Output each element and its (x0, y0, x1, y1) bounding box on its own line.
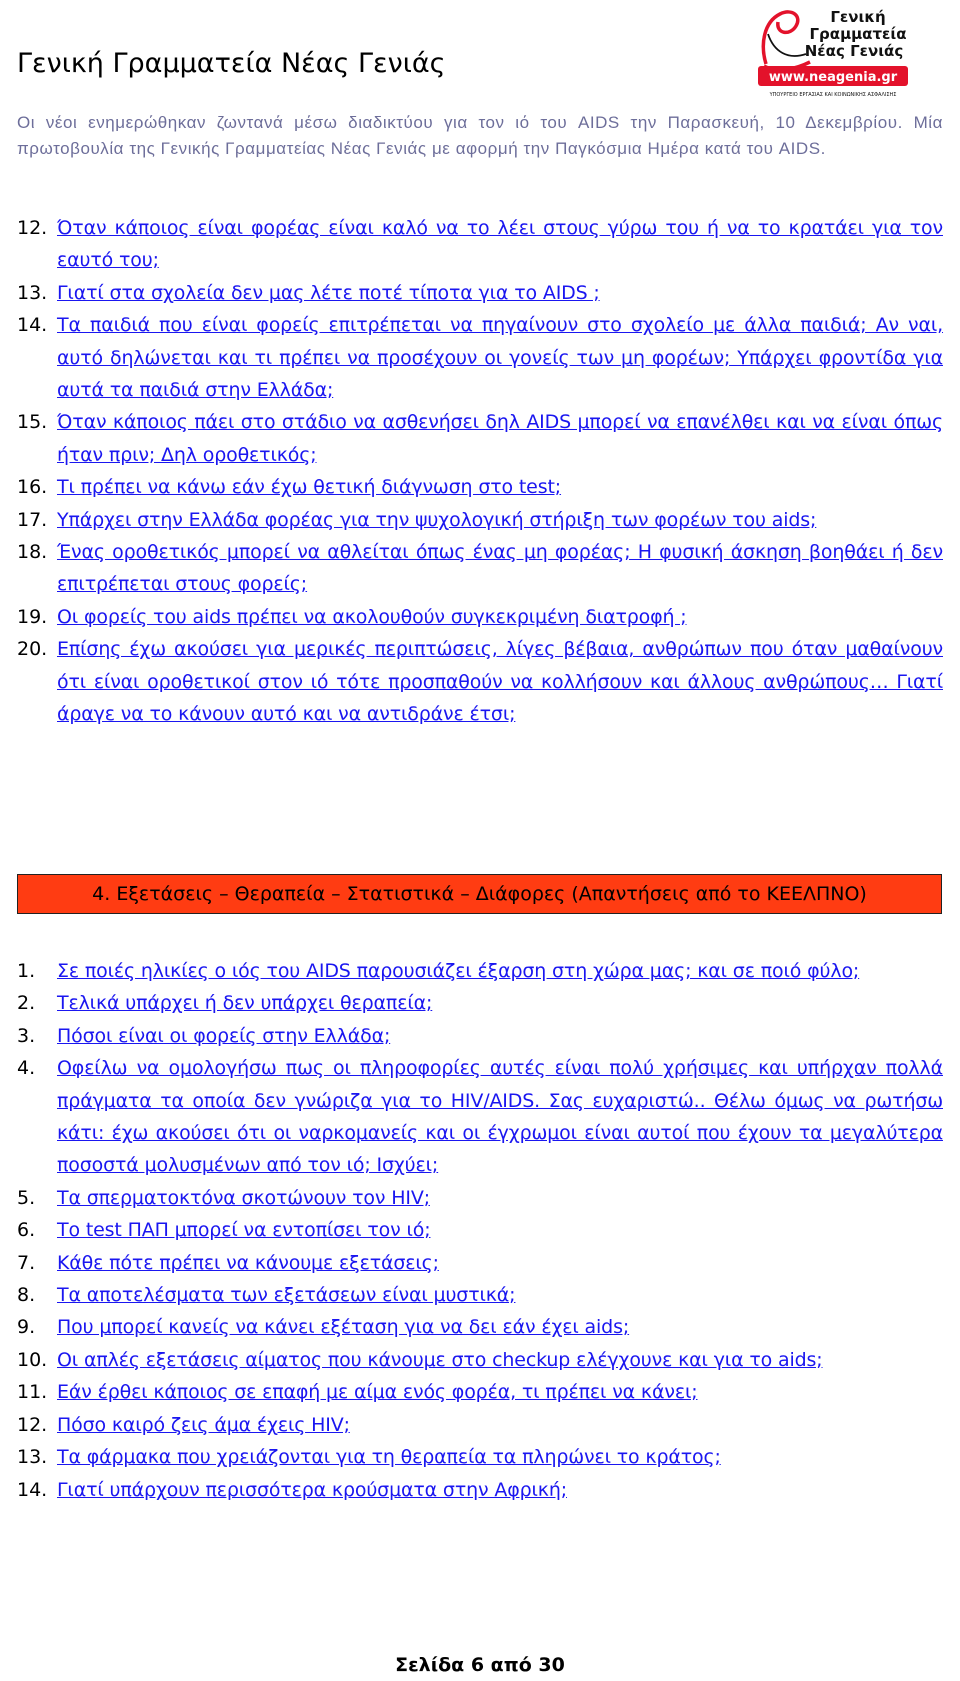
question-link[interactable]: Γιατί υπάρχουν περισσότερα κρούσματα στην Αφρική; (57, 1478, 567, 1501)
list-item (17, 1052, 943, 1182)
list-item (17, 987, 943, 1019)
list-item (17, 955, 943, 987)
list-item (17, 1409, 943, 1441)
list-item (17, 536, 943, 601)
item-number: 1. (17, 960, 36, 982)
item-number: 4. (17, 1057, 36, 1080)
question-link[interactable]: Επίσης έχω ακούσει για μερικές περιπτώσεις, λίγες βέβαια, ανθρώπων που όταν μαθαίνουν ότι είναι οροθετικοί στον ιό τότε προσπαθούν να κολλήσουν και άλλους ανθρώπους… Γιατί άραγε να το κάνουν αυτό και να αντιδράνε έτσι; (57, 638, 943, 726)
question-link[interactable]: Πόσοι είναι οι φορείς στην Ελλάδα; (57, 1024, 391, 1047)
question-link[interactable]: Κάθε πότε πρέπει να κάνουμε εξετάσεις; (57, 1251, 439, 1274)
list-item (17, 1474, 943, 1506)
question-list-a (17, 212, 943, 731)
question-link[interactable]: Γιατί στα σχολεία δεν μας λέτε ποτέ τίποτα για το AIDS ; (57, 281, 600, 304)
list-item (17, 406, 943, 471)
question-link[interactable]: Τελικά υπάρχει ή δεν υπάρχει θεραπεία; (57, 992, 433, 1015)
question-link[interactable]: Οφείλω να ομολογήσω πως οι πληροφορίες αυτές είναι πολύ χρήσιμες και υπήρχαν πολλά πράγματα τα οποία δεν γνώριζα για το HIV/AIDS. Σας ευχαριστώ.. Θέλω όμως να ρωτήσω κάτι: έχω ακούσει ότι οι ναρκομανείς και οι έγχρωμοι είναι αυτοί που έχουν τα μεγαλύτερα ποσοστά μολυσμένων από τον ιό; Ισχύει; (57, 1057, 943, 1177)
question-link[interactable]: Τι πρέπει να κάνω εάν έχω θετική διάγνωση στο test; (57, 476, 562, 499)
list-item (17, 1376, 943, 1408)
item-number: 13. (17, 1446, 48, 1469)
list-item (17, 212, 943, 277)
logo-url: www.neagenia.gr (768, 70, 898, 85)
item-number: 11. (17, 1381, 48, 1404)
item-number: 13. (17, 281, 48, 304)
list-item (17, 1020, 943, 1052)
item-number: 5. (17, 1186, 36, 1209)
item-number: 3. (17, 1024, 36, 1047)
question-link[interactable]: Σε ποιές ηλικίες ο ιός του AIDS παρουσιάζει έξαρση στη χώρα μας; και σε ποιό φύλο; (57, 960, 860, 982)
question-link[interactable]: Όταν κάποιος πάει στο στάδιο να ασθενήσει δηλ AIDS μπορεί να επανέλθει και να είναι όπως ήταν πριν; Δηλ οροθετικός; (57, 411, 943, 466)
list-item (17, 1441, 943, 1473)
section-heading: 4. Εξετάσεις – Θεραπεία – Στατιστικά – Διάφορες (Απαντήσεις από το ΚΕΕΛΠΝΟ) (17, 874, 942, 914)
question-link[interactable]: Που μπορεί κανείς να κάνει εξέταση για να δει εάν έχει aids; (57, 1316, 630, 1339)
question-link[interactable]: Εάν έρθει κάποιος σε επαφή με αίμα ενός φορέα, τι πρέπει να κάνει; (57, 1381, 698, 1404)
question-link[interactable]: Όταν κάποιος είναι φορέας είναι καλό να το λέει στους γύρω του ή να το κρατάει για τον εαυτό του; (57, 217, 943, 272)
question-link[interactable]: Το test ΠΑΠ μπορεί να εντοπίσει τον ιό; (57, 1219, 431, 1242)
list-item (17, 1279, 943, 1311)
item-number: 14. (17, 1478, 48, 1501)
item-number: 6. (17, 1219, 36, 1242)
org-title: Γενική Γραμματεία Νέας Γενιάς (17, 48, 446, 79)
logo-line-1: Γενική (830, 8, 886, 26)
item-number: 10. (17, 1348, 48, 1371)
list-item (17, 1344, 943, 1376)
question-link[interactable]: Οι φορείς του aids πρέπει να ακολουθούν συγκεκριμένη διατροφή ; (57, 605, 687, 628)
item-number: 16. (17, 476, 48, 499)
item-number: 15. (17, 411, 48, 434)
item-number: 2. (17, 992, 36, 1015)
question-link[interactable]: Τα παιδιά που είναι φορείς επιτρέπεται να πηγαίνουν στο σχολείο με άλλα παιδιά; Αν ναι, αυτό δηλώνεται και τι πρέπει να προσέχουν οι γονείς των μη φορέων; Υπάρχει φροντίδα για αυτά τα παιδιά στην Ελλάδα; (57, 314, 943, 402)
item-number: 8. (17, 1284, 36, 1307)
logo-line-2: Γραμματεία (809, 25, 907, 43)
list-item (17, 309, 943, 406)
item-number: 14. (17, 314, 48, 337)
item-number: 18. (17, 541, 48, 564)
logo-ministry: ΥΠΟΥΡΓΕΙΟ ΕΡΓΑΣΙΑΣ ΚΑΙ ΚΟΙΝΩΝΙΚΗΣ ΑΣΦΑΛΙΣΗΣ (769, 92, 897, 98)
list-item (17, 504, 943, 536)
question-link[interactable]: Οι απλές εξετάσεις αίματος που κάνουμε στο checkup ελέγχουνε και για το aids; (57, 1348, 823, 1371)
item-number: 20. (17, 638, 48, 661)
list-item (17, 1311, 943, 1343)
list-item (17, 601, 943, 633)
logo-swoosh-accent (768, 34, 806, 56)
list-item (17, 1247, 943, 1279)
item-number: 17. (17, 508, 48, 531)
item-number: 9. (17, 1316, 36, 1339)
question-link[interactable]: Τα φάρμακα που χρειάζονται για τη θεραπεία τα πληρώνει το κράτος; (57, 1446, 721, 1469)
intro-paragraph: Οι νέοι ενημερώθηκαν ζωντανά μέσω διαδικτύου για τον ιό του AIDS την Παρασκευή, 10 Δεκεμβρίου. Μία πρωτοβουλία της Γενικής Γραμματείας Νέας Γενιάς με αφορμή την Παγκόσμια Ημέρα κατά του AIDS. (17, 113, 943, 158)
question-link[interactable]: Τα αποτελέσματα των εξετάσεων είναι μυστικά; (57, 1284, 516, 1307)
neagenia-logo (758, 4, 918, 100)
item-number: 12. (17, 217, 48, 239)
question-link[interactable]: Υπάρχει στην Ελλάδα φορέας για την ψυχολογική στήριξη των φορέων του aids; (57, 508, 817, 531)
item-number: 19. (17, 605, 48, 628)
question-link[interactable]: Ένας οροθετικός μπορεί να αθλείται όπως ένας μη φορέας; Η φυσική άσκηση βοηθάει ή δεν επιτρέπεται στους φορείς; (57, 541, 943, 596)
list-item (17, 1214, 943, 1246)
item-number: 7. (17, 1251, 36, 1274)
list-item (17, 1182, 943, 1214)
question-link[interactable]: Πόσο καιρό ζεις άμα έχεις HIV; (57, 1413, 350, 1436)
list-item (17, 277, 943, 309)
list-item (17, 633, 943, 730)
item-number: 12. (17, 1413, 48, 1436)
list-item (17, 471, 943, 503)
question-list-b (17, 955, 943, 1506)
question-link[interactable]: Τα σπερματοκτόνα σκοτώνουν τον HIV; (57, 1186, 430, 1209)
page-number: Σελίδα 6 από 30 (395, 1654, 565, 1676)
logo-line-3: Νέας Γενιάς (804, 42, 904, 60)
